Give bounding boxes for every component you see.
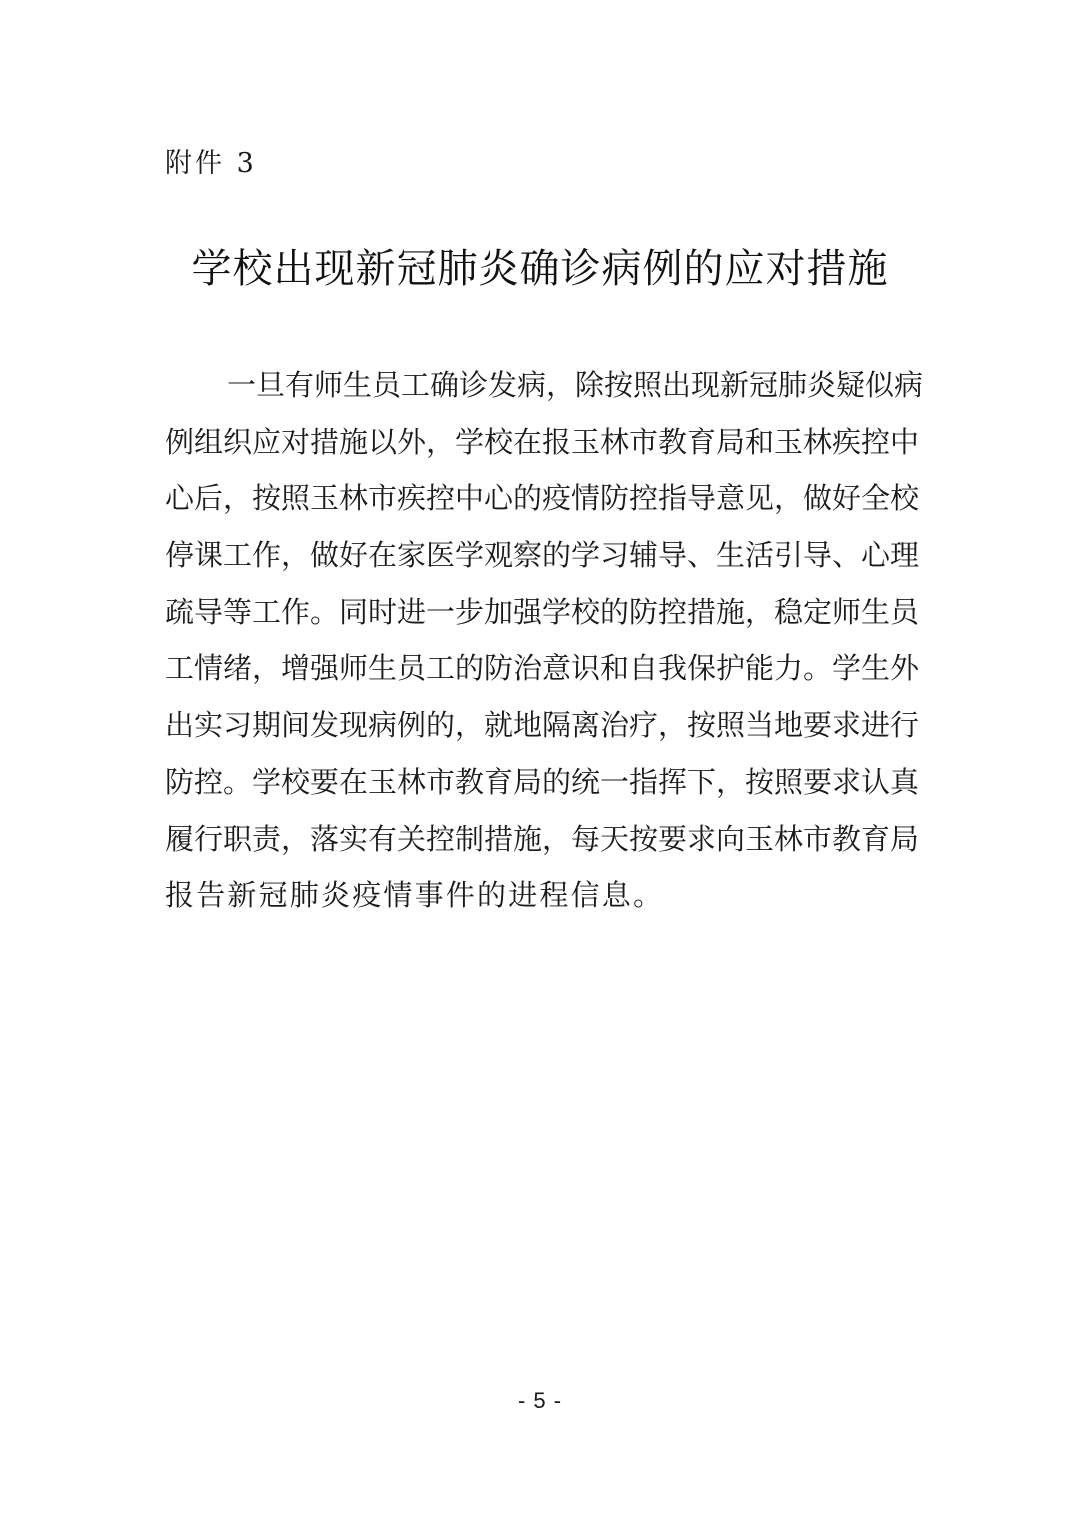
body-line: 报告新冠肺炎疫情事件的进程信息。 [165,878,665,913]
body-line: 例组织应对措施以外，学校在报玉林市教育局和玉林疾控中 [165,424,920,459]
body-line: 停课工作，做好在家医学观察的学习辅导、生活引导、心理 [165,538,920,573]
body-line: 工情绪，增强师生员工的防治意识和自我保护能力。学生外 [165,651,920,686]
document-body [165,357,924,924]
body-line: 防控。学校要在玉林市教育局的统一指挥下，按照要求认真 [165,764,920,799]
page-number: - 5 - [517,1388,563,1413]
attachment-label: 附件 3 [165,148,257,179]
body-line: 疏导等工作。同时进一步加强学校的防控措施，稳定师生员 [165,594,920,629]
body-line: 一旦有师生员工确诊发病，除按照出现新冠肺炎疑似病 [227,368,924,402]
document-title: 学校出现新冠肺炎确诊病例的应对措施 [191,246,889,292]
body-line: 心后，按照玉林市疾控中心的疫情防控指导意见，做好全校 [165,481,920,516]
body-line: 出实习期间发现病例的，就地隔离治疗，按照当地要求进行 [165,708,920,743]
body-line: 履行职责，落实有关控制措施，每天按要求向玉林市教育局 [165,821,920,856]
